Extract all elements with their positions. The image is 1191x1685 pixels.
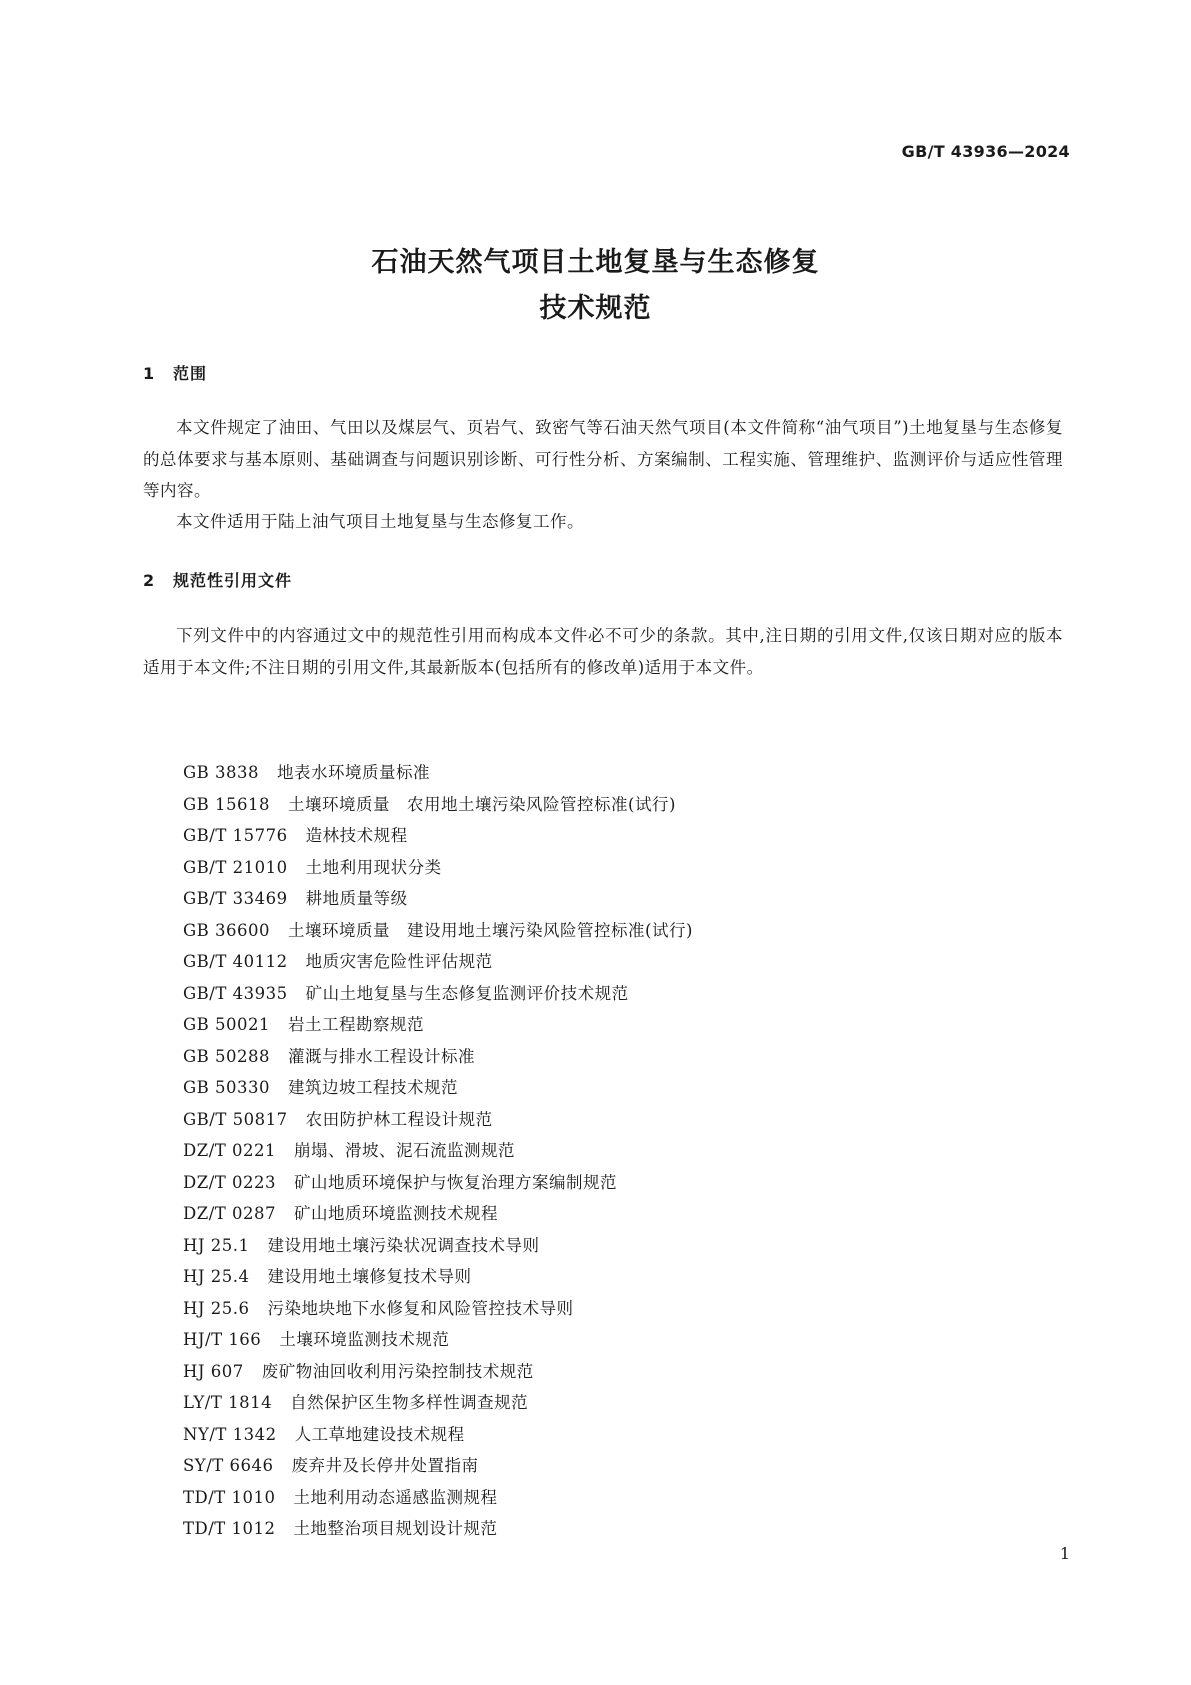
reference-code: GB/T 21010 (183, 857, 288, 877)
reference-code: SY/T 6646 (183, 1456, 274, 1475)
reference-code: HJ 25.1 (183, 1235, 250, 1255)
reference-code: HJ 25.4 (183, 1267, 250, 1286)
reference-title: 自然保护区生物多样性调查规范 (290, 1393, 529, 1412)
reference-item (183, 1482, 693, 1514)
reference-item (183, 1387, 693, 1419)
reference-item (183, 978, 693, 1010)
title-line-2: 技术规范 (539, 293, 652, 324)
reference-title: 灌溉与排水工程设计标准 (288, 1046, 476, 1066)
reference-title: 矿山地质环境监测技术规程 (294, 1204, 498, 1223)
reference-code: GB 15618 (183, 794, 271, 814)
reference-code: DZ/T 0223 (183, 1172, 276, 1192)
reference-title: 造林技术规程 (305, 826, 408, 845)
reference-code: GB 50288 (183, 1046, 271, 1066)
reference-title: 废弃井及长停井处置指南 (291, 1456, 479, 1475)
reference-title: 建设用地土壤修复技术导则 (267, 1267, 472, 1286)
reference-title: 矿山地质环境保护与恢复治理方案编制规范 (294, 1172, 617, 1192)
reference-title: 建设用地土壤污染状况调查技术导则 (267, 1235, 540, 1255)
reference-title: 崩塌、滑坡、泥石流监测规范 (294, 1141, 515, 1160)
reference-title: 地表水环境质量标准 (277, 763, 431, 782)
reference-code: TD/T 1012 (183, 1519, 276, 1538)
reference-code: HJ/T 166 (183, 1330, 262, 1349)
reference-code: TD/T 1010 (183, 1487, 276, 1507)
reference-item (183, 1261, 693, 1293)
standard-code: GB/T 43936—2024 (901, 142, 1070, 161)
reference-item (183, 1041, 693, 1073)
reference-code: GB/T 43935 (183, 983, 288, 1003)
reference-item (183, 1513, 693, 1545)
page-number: 1 (1059, 1544, 1070, 1563)
reference-code: GB/T 40112 (183, 952, 288, 971)
section-2-heading (143, 568, 292, 591)
reference-item (183, 1419, 693, 1451)
reference-item (183, 946, 693, 978)
reference-title: 地质灾害危险性评估规范 (305, 952, 493, 971)
reference-code: GB/T 33469 (183, 889, 288, 908)
reference-item (183, 820, 693, 852)
reference-title: 岩土工程勘察规范 (288, 1015, 425, 1034)
reference-title: 人工草地建设技术规程 (294, 1424, 465, 1444)
document-title (0, 240, 1191, 332)
reference-title: 矿山土地复垦与生态修复监测评价技术规范 (305, 983, 629, 1003)
reference-code: GB 3838 (183, 763, 260, 782)
reference-code: GB/T 15776 (183, 826, 288, 845)
reference-item (183, 1324, 693, 1356)
reference-item (183, 852, 693, 884)
reference-item (183, 1230, 693, 1262)
reference-title: 建筑边坡工程技术规范 (288, 1078, 459, 1097)
reference-item (183, 883, 693, 915)
reference-item (183, 1104, 693, 1136)
reference-code: GB 50021 (183, 1015, 271, 1034)
reference-code: DZ/T 0287 (183, 1204, 276, 1223)
reference-title: 废矿物油回收利用污染控制技术规范 (261, 1361, 534, 1381)
section-1-heading (143, 361, 207, 384)
reference-title: 土地利用现状分类 (305, 857, 442, 877)
reference-code: NY/T 1342 (183, 1424, 277, 1444)
reference-item (183, 789, 693, 821)
reference-title: 土地利用动态遥感监测规程 (293, 1487, 498, 1507)
reference-item (183, 1167, 693, 1199)
reference-code: DZ/T 0221 (183, 1141, 276, 1160)
section-1-paragraph-2: 本文件适用于陆上油气项目土地复垦与生态修复工作。 (176, 512, 584, 531)
reference-item (183, 1356, 693, 1388)
section-1-title: 范围 (173, 364, 208, 383)
reference-code: GB/T 50817 (183, 1109, 288, 1129)
section-2-number: 2 (143, 571, 156, 590)
reference-code: HJ 607 (183, 1361, 244, 1381)
reference-item (183, 1293, 693, 1325)
normative-references-list (183, 757, 693, 1545)
section-1-paragraph-1: 本文件规定了油田、气田以及煤层气、页岩气、致密气等石油天然气项目(本文件简称“油气项目”)土地复垦与生态修复的总体要求与基本原则、基础调查与问题识别诊断、可行性分析、方案编制、工程实施、管理维护、监测评价与适应性管理等内容。 (143, 418, 1063, 500)
reference-title: 污染地块地下水修复和风险管控技术导则 (267, 1298, 574, 1318)
reference-code: GB 50330 (183, 1078, 271, 1097)
reference-title: 土壤环境监测技术规范 (279, 1330, 450, 1349)
reference-title: 耕地质量等级 (305, 889, 408, 908)
reference-item (183, 915, 693, 947)
reference-title: 土壤环境质量 建设用地土壤污染风险管控标准(试行) (288, 920, 693, 940)
reference-title: 农田防护林工程设计规范 (305, 1109, 493, 1129)
reference-item (183, 1450, 693, 1482)
title-line-1: 石油天然气项目土地复垦与生态修复 (371, 247, 820, 278)
reference-title: 土壤环境质量 农用地土壤污染风险管控标准(试行) (288, 794, 676, 814)
reference-code: GB 36600 (183, 920, 271, 940)
reference-item (183, 1198, 693, 1230)
reference-item (183, 1009, 693, 1041)
reference-item (183, 1135, 693, 1167)
reference-title: 土地整治项目规划设计规范 (293, 1519, 498, 1538)
reference-code: LY/T 1814 (183, 1393, 273, 1412)
reference-code: HJ 25.6 (183, 1298, 250, 1318)
section-2-paragraph-1: 下列文件中的内容通过文中的规范性引用而构成本文件必不可少的条款。其中,注日期的引用文件,仅该日期对应的版本适用于本文件;不注日期的引用文件,其最新版本(包括所有的修改单)适用于本文件。 (143, 626, 1063, 677)
reference-item (183, 1072, 693, 1104)
section-1-number: 1 (143, 364, 156, 383)
reference-item (183, 757, 693, 789)
section-2-title: 规范性引用文件 (173, 571, 293, 590)
